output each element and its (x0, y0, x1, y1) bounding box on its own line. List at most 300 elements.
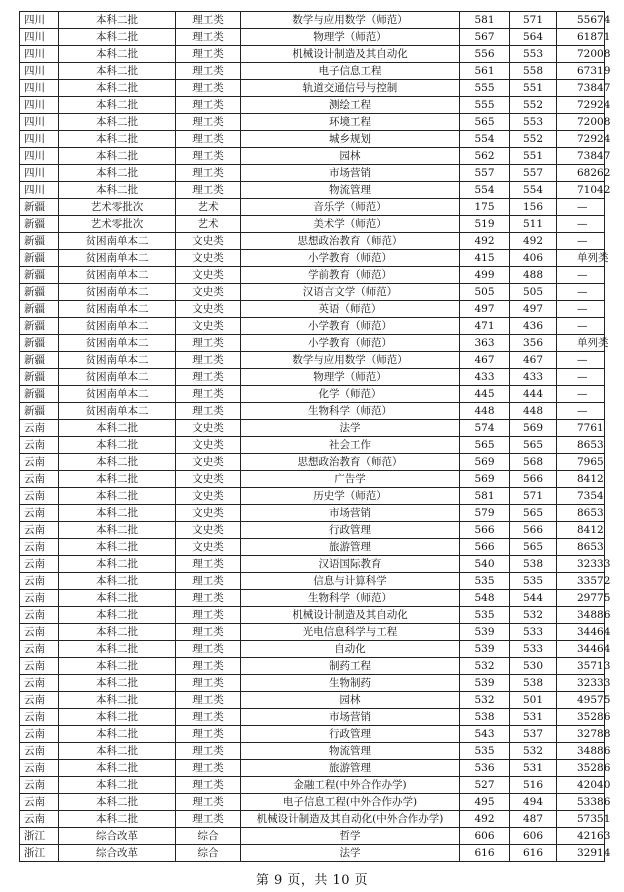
category-cell: 理工类 (176, 12, 241, 29)
province-cell: 新疆 (20, 318, 59, 335)
province-cell: 新疆 (20, 199, 59, 216)
table-row (20, 777, 605, 794)
table-row (20, 80, 605, 97)
major-cell: 电子信息工程 (241, 63, 460, 80)
min-score-cell: 501 (510, 692, 557, 709)
rank-cell: — (557, 352, 605, 369)
province-cell: 四川 (20, 80, 59, 97)
min-score-cell: 571 (510, 488, 557, 505)
max-score-cell: 557 (460, 165, 510, 182)
rank-cell: 35286 (557, 760, 605, 777)
max-score-cell: 616 (460, 845, 510, 862)
province-cell: 新疆 (20, 386, 59, 403)
major-cell: 社会工作 (241, 437, 460, 454)
min-score-cell: 487 (510, 811, 557, 828)
table-row (20, 233, 605, 250)
major-cell: 学前教育（师范） (241, 267, 460, 284)
max-score-cell: 566 (460, 539, 510, 556)
category-cell: 文史类 (176, 318, 241, 335)
batch-cell: 本科二批 (59, 114, 176, 131)
rank-cell: 55674 (557, 12, 605, 29)
table-row (20, 437, 605, 454)
table-row (20, 369, 605, 386)
max-score-cell: 499 (460, 267, 510, 284)
batch-cell: 本科二批 (59, 12, 176, 29)
table-row (20, 828, 605, 845)
table-row (20, 471, 605, 488)
batch-cell: 本科二批 (59, 454, 176, 471)
major-cell: 金融工程(中外合作办学) (241, 777, 460, 794)
province-cell: 四川 (20, 46, 59, 63)
table-row (20, 845, 605, 862)
batch-cell: 贫困南单本二 (59, 403, 176, 420)
min-score-cell: 553 (510, 46, 557, 63)
table-row (20, 250, 605, 267)
rank-cell: — (557, 403, 605, 420)
rank-cell: — (557, 318, 605, 335)
max-score-cell: 445 (460, 386, 510, 403)
province-cell: 新疆 (20, 284, 59, 301)
rank-cell: 32333 (557, 675, 605, 692)
province-cell: 四川 (20, 12, 59, 29)
province-cell: 浙江 (20, 828, 59, 845)
province-cell: 云南 (20, 505, 59, 522)
min-score-cell: 564 (510, 29, 557, 46)
batch-cell: 本科二批 (59, 624, 176, 641)
min-score-cell: 511 (510, 216, 557, 233)
table-row (20, 131, 605, 148)
province-cell: 新疆 (20, 352, 59, 369)
category-cell: 理工类 (176, 573, 241, 590)
max-score-cell: 535 (460, 743, 510, 760)
table-row (20, 675, 605, 692)
max-score-cell: 567 (460, 29, 510, 46)
max-score-cell: 606 (460, 828, 510, 845)
major-cell: 汉语言文学（师范） (241, 284, 460, 301)
max-score-cell: 548 (460, 590, 510, 607)
batch-cell: 本科二批 (59, 131, 176, 148)
major-cell: 电子信息工程(中外合作办学) (241, 794, 460, 811)
province-cell: 云南 (20, 624, 59, 641)
rank-cell: 33572 (557, 573, 605, 590)
table-row (20, 29, 605, 46)
major-cell: 哲学 (241, 828, 460, 845)
rank-cell: 8653 (557, 539, 605, 556)
province-cell: 云南 (20, 743, 59, 760)
province-cell: 新疆 (20, 216, 59, 233)
min-score-cell: 433 (510, 369, 557, 386)
province-cell: 云南 (20, 641, 59, 658)
table-row (20, 420, 605, 437)
province-cell: 新疆 (20, 335, 59, 352)
max-score-cell: 539 (460, 675, 510, 692)
table-row (20, 811, 605, 828)
major-cell: 法学 (241, 420, 460, 437)
min-score-cell: 516 (510, 777, 557, 794)
rank-cell: 32914 (557, 845, 605, 862)
batch-cell: 本科二批 (59, 63, 176, 80)
max-score-cell: 565 (460, 114, 510, 131)
major-cell: 思想政治教育（师范） (241, 454, 460, 471)
max-score-cell: 543 (460, 726, 510, 743)
rank-cell: 7965 (557, 454, 605, 471)
max-score-cell: 535 (460, 573, 510, 590)
category-cell: 文史类 (176, 420, 241, 437)
rank-cell: 42163 (557, 828, 605, 845)
category-cell: 理工类 (176, 777, 241, 794)
min-score-cell: 565 (510, 505, 557, 522)
min-score-cell: 533 (510, 641, 557, 658)
category-cell: 理工类 (176, 114, 241, 131)
rank-cell: 34886 (557, 743, 605, 760)
table-row (20, 760, 605, 777)
table-row (20, 590, 605, 607)
batch-cell: 本科二批 (59, 794, 176, 811)
category-cell: 理工类 (176, 641, 241, 658)
province-cell: 新疆 (20, 403, 59, 420)
min-score-cell: 551 (510, 80, 557, 97)
major-cell: 生物科学（师范） (241, 403, 460, 420)
province-cell: 云南 (20, 539, 59, 556)
category-cell: 综合 (176, 828, 241, 845)
max-score-cell: 495 (460, 794, 510, 811)
major-cell: 测绘工程 (241, 97, 460, 114)
batch-cell: 本科二批 (59, 760, 176, 777)
max-score-cell: 532 (460, 692, 510, 709)
max-score-cell: 581 (460, 12, 510, 29)
rank-cell: 67319 (557, 63, 605, 80)
batch-cell: 本科二批 (59, 709, 176, 726)
major-cell: 机械设计制造及其自动化 (241, 46, 460, 63)
province-cell: 云南 (20, 556, 59, 573)
table-row (20, 726, 605, 743)
max-score-cell: 532 (460, 658, 510, 675)
table-row (20, 301, 605, 318)
major-cell: 汉语国际教育 (241, 556, 460, 573)
province-cell: 云南 (20, 420, 59, 437)
major-cell: 市场营销 (241, 709, 460, 726)
min-score-cell: 566 (510, 471, 557, 488)
province-cell: 四川 (20, 148, 59, 165)
category-cell: 理工类 (176, 675, 241, 692)
province-cell: 四川 (20, 114, 59, 131)
major-cell: 园林 (241, 148, 460, 165)
batch-cell: 综合改革 (59, 845, 176, 862)
min-score-cell: 531 (510, 760, 557, 777)
max-score-cell: 555 (460, 80, 510, 97)
min-score-cell: 606 (510, 828, 557, 845)
min-score-cell: 492 (510, 233, 557, 250)
province-cell: 云南 (20, 573, 59, 590)
province-cell: 云南 (20, 760, 59, 777)
max-score-cell: 535 (460, 607, 510, 624)
max-score-cell: 540 (460, 556, 510, 573)
table-row (20, 148, 605, 165)
batch-cell: 本科二批 (59, 675, 176, 692)
major-cell: 旅游管理 (241, 539, 460, 556)
category-cell: 文史类 (176, 454, 241, 471)
min-score-cell: 551 (510, 148, 557, 165)
min-score-cell: 488 (510, 267, 557, 284)
batch-cell: 贫困南单本二 (59, 250, 176, 267)
major-cell: 小学教育（师范） (241, 250, 460, 267)
page-number-footer: 第 9 页，共 10 页 (255, 873, 369, 888)
table-row (20, 318, 605, 335)
province-cell: 新疆 (20, 267, 59, 284)
rank-cell: 7354 (557, 488, 605, 505)
batch-cell: 贫困南单本二 (59, 386, 176, 403)
table-row (20, 267, 605, 284)
batch-cell: 艺术零批次 (59, 216, 176, 233)
rank-cell: 8412 (557, 471, 605, 488)
province-cell: 浙江 (20, 845, 59, 862)
max-score-cell: 555 (460, 97, 510, 114)
rank-cell: 73847 (557, 80, 605, 97)
max-score-cell: 492 (460, 233, 510, 250)
province-cell: 四川 (20, 131, 59, 148)
table-row (20, 12, 605, 29)
province-cell: 四川 (20, 165, 59, 182)
rank-cell: — (557, 233, 605, 250)
province-cell: 云南 (20, 692, 59, 709)
min-score-cell: 497 (510, 301, 557, 318)
admission-score-table (19, 11, 611, 862)
province-cell: 云南 (20, 777, 59, 794)
province-cell: 新疆 (20, 233, 59, 250)
max-score-cell: 569 (460, 471, 510, 488)
table-row (20, 216, 605, 233)
max-score-cell: 579 (460, 505, 510, 522)
min-score-cell: 568 (510, 454, 557, 471)
max-score-cell: 471 (460, 318, 510, 335)
category-cell: 理工类 (176, 148, 241, 165)
table-row (20, 352, 605, 369)
table-row (20, 641, 605, 658)
major-cell: 物流管理 (241, 743, 460, 760)
min-score-cell: 532 (510, 743, 557, 760)
max-score-cell: 175 (460, 199, 510, 216)
category-cell: 理工类 (176, 335, 241, 352)
batch-cell: 综合改革 (59, 828, 176, 845)
major-cell: 市场营销 (241, 165, 460, 182)
batch-cell: 本科二批 (59, 607, 176, 624)
major-cell: 物流管理 (241, 182, 460, 199)
min-score-cell: 569 (510, 420, 557, 437)
min-score-cell: 531 (510, 709, 557, 726)
category-cell: 理工类 (176, 131, 241, 148)
batch-cell: 艺术零批次 (59, 199, 176, 216)
min-score-cell: 565 (510, 437, 557, 454)
major-cell: 法学 (241, 845, 460, 862)
table-row (20, 335, 605, 352)
province-cell: 云南 (20, 811, 59, 828)
province-cell: 新疆 (20, 250, 59, 267)
category-cell: 理工类 (176, 386, 241, 403)
min-score-cell: 505 (510, 284, 557, 301)
max-score-cell: 448 (460, 403, 510, 420)
province-cell: 云南 (20, 488, 59, 505)
rank-cell: 35713 (557, 658, 605, 675)
major-cell: 音乐学（师范） (241, 199, 460, 216)
max-score-cell: 539 (460, 641, 510, 658)
table-row (20, 743, 605, 760)
table-row (20, 794, 605, 811)
category-cell: 理工类 (176, 80, 241, 97)
category-cell: 文史类 (176, 471, 241, 488)
max-score-cell: 556 (460, 46, 510, 63)
category-cell: 文史类 (176, 250, 241, 267)
table-row (20, 488, 605, 505)
major-cell: 轨道交通信号与控制 (241, 80, 460, 97)
min-score-cell: 494 (510, 794, 557, 811)
category-cell: 理工类 (176, 658, 241, 675)
province-cell: 云南 (20, 709, 59, 726)
category-cell: 理工类 (176, 590, 241, 607)
batch-cell: 本科二批 (59, 658, 176, 675)
max-score-cell: 581 (460, 488, 510, 505)
province-cell: 四川 (20, 29, 59, 46)
batch-cell: 本科二批 (59, 556, 176, 573)
rank-cell: — (557, 369, 605, 386)
batch-cell: 贫困南单本二 (59, 233, 176, 250)
table-row (20, 556, 605, 573)
rank-cell: 68262 (557, 165, 605, 182)
major-cell: 物理学（师范） (241, 29, 460, 46)
batch-cell: 贫困南单本二 (59, 352, 176, 369)
major-cell: 光电信息科学与工程 (241, 624, 460, 641)
category-cell: 文史类 (176, 267, 241, 284)
province-cell: 云南 (20, 437, 59, 454)
category-cell: 理工类 (176, 403, 241, 420)
rank-cell: 29775 (557, 590, 605, 607)
major-cell: 城乡规划 (241, 131, 460, 148)
table-row (20, 505, 605, 522)
rank-cell: 单列类 (557, 250, 605, 267)
category-cell: 综合 (176, 845, 241, 862)
category-cell: 理工类 (176, 709, 241, 726)
batch-cell: 本科二批 (59, 46, 176, 63)
rank-cell: 73847 (557, 148, 605, 165)
min-score-cell: 558 (510, 63, 557, 80)
major-cell: 信息与计算科学 (241, 573, 460, 590)
major-cell: 生物制药 (241, 675, 460, 692)
category-cell: 理工类 (176, 97, 241, 114)
category-cell: 文史类 (176, 488, 241, 505)
category-cell: 理工类 (176, 794, 241, 811)
min-score-cell: 406 (510, 250, 557, 267)
min-score-cell: 537 (510, 726, 557, 743)
table-row (20, 573, 605, 590)
table-row (20, 607, 605, 624)
rank-cell: 71042 (557, 182, 605, 199)
batch-cell: 贫困南单本二 (59, 335, 176, 352)
category-cell: 理工类 (176, 29, 241, 46)
max-score-cell: 527 (460, 777, 510, 794)
province-cell: 新疆 (20, 301, 59, 318)
category-cell: 理工类 (176, 352, 241, 369)
category-cell: 文史类 (176, 437, 241, 454)
min-score-cell: 565 (510, 539, 557, 556)
major-cell: 行政管理 (241, 726, 460, 743)
rank-cell: — (557, 216, 605, 233)
major-cell: 历史学（师范） (241, 488, 460, 505)
rank-cell: 72924 (557, 131, 605, 148)
rank-cell: — (557, 284, 605, 301)
batch-cell: 本科二批 (59, 182, 176, 199)
category-cell: 艺术 (176, 199, 241, 216)
batch-cell: 本科二批 (59, 692, 176, 709)
batch-cell: 本科二批 (59, 29, 176, 46)
max-score-cell: 497 (460, 301, 510, 318)
batch-cell: 贫困南单本二 (59, 301, 176, 318)
batch-cell: 本科二批 (59, 471, 176, 488)
major-cell: 数学与应用数学（师范） (241, 12, 460, 29)
rank-cell: 单列类 (557, 335, 605, 352)
min-score-cell: 532 (510, 607, 557, 624)
max-score-cell: 566 (460, 522, 510, 539)
table-row (20, 97, 605, 114)
max-score-cell: 467 (460, 352, 510, 369)
batch-cell: 本科二批 (59, 148, 176, 165)
batch-cell: 本科二批 (59, 641, 176, 658)
major-cell: 机械设计制造及其自动化 (241, 607, 460, 624)
min-score-cell: 552 (510, 97, 557, 114)
table-body (20, 12, 611, 862)
max-score-cell: 574 (460, 420, 510, 437)
category-cell: 理工类 (176, 556, 241, 573)
rank-cell: 72924 (557, 97, 605, 114)
rank-cell: 32333 (557, 556, 605, 573)
province-cell: 云南 (20, 675, 59, 692)
province-cell: 云南 (20, 658, 59, 675)
category-cell: 理工类 (176, 624, 241, 641)
rank-cell: 32788 (557, 726, 605, 743)
rank-cell: 8653 (557, 505, 605, 522)
min-score-cell: 436 (510, 318, 557, 335)
category-cell: 艺术 (176, 216, 241, 233)
batch-cell: 本科二批 (59, 743, 176, 760)
rank-cell: 34464 (557, 624, 605, 641)
major-cell: 小学教育（师范） (241, 335, 460, 352)
table-row (20, 182, 605, 199)
max-score-cell: 539 (460, 624, 510, 641)
rank-cell: 57351 (557, 811, 605, 828)
batch-cell: 贫困南单本二 (59, 284, 176, 301)
province-cell: 云南 (20, 794, 59, 811)
province-cell: 云南 (20, 607, 59, 624)
category-cell: 理工类 (176, 692, 241, 709)
province-cell: 新疆 (20, 369, 59, 386)
category-cell: 文史类 (176, 284, 241, 301)
table-row (20, 522, 605, 539)
category-cell: 理工类 (176, 369, 241, 386)
major-cell: 思想政治教育（师范） (241, 233, 460, 250)
batch-cell: 本科二批 (59, 726, 176, 743)
major-cell: 小学教育（师范） (241, 318, 460, 335)
min-score-cell: 535 (510, 573, 557, 590)
category-cell: 文史类 (176, 539, 241, 556)
batch-cell: 本科二批 (59, 590, 176, 607)
province-cell: 云南 (20, 590, 59, 607)
table-row (20, 403, 605, 420)
province-cell: 云南 (20, 471, 59, 488)
major-cell: 美术学（师范） (241, 216, 460, 233)
rank-cell: 49575 (557, 692, 605, 709)
rank-cell: 72008 (557, 114, 605, 131)
rank-cell: 42040 (557, 777, 605, 794)
province-cell: 四川 (20, 182, 59, 199)
max-score-cell: 505 (460, 284, 510, 301)
